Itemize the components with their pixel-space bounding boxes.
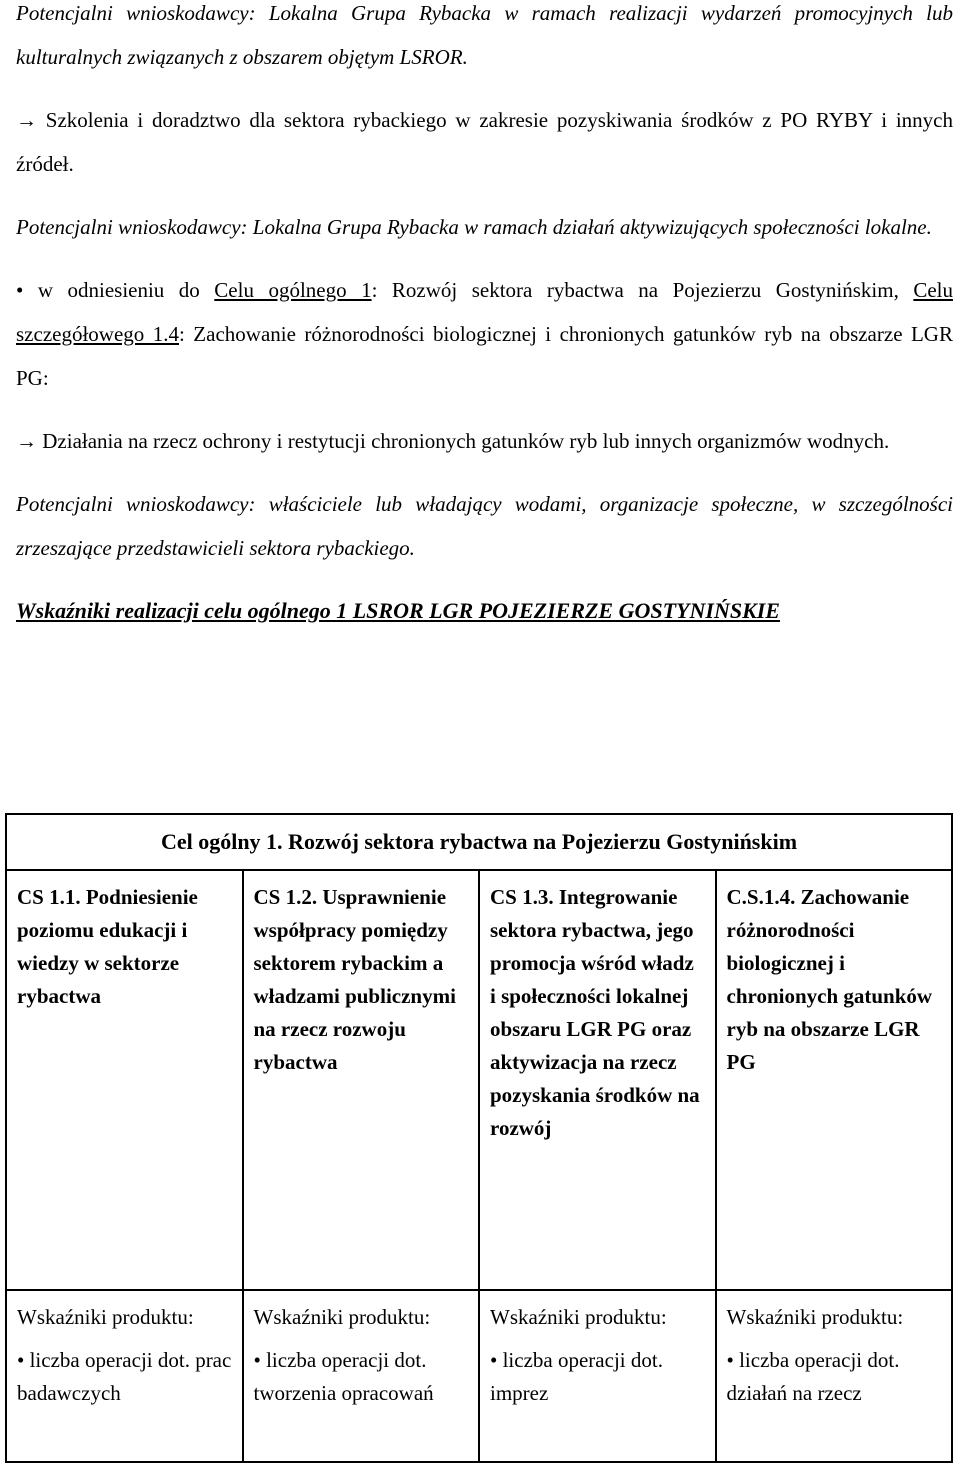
product-indicator-item: • liczba operacji dot. imprez [490, 1348, 663, 1405]
paragraph-training: → Szkolenia i doradztwo dla sektora rybackiego w zakresie pozyskiwania środków z PO RYBY i innych źródeł. [16, 108, 953, 176]
paragraph-protection-actions: → Działania na rzecz ochrony i restytucji chronionych gatunków ryb lub innych organizmów wodnych. [16, 429, 890, 453]
product-indicators-3 [479, 1290, 716, 1462]
objective-cs-1-1: CS 1.1. Podniesienie poziomu edukacji i wiedzy w sektorze rybactwa [6, 870, 243, 1290]
product-indicator-item: • liczba operacji dot. działań na rzecz [726, 1348, 900, 1405]
specific-goal-link[interactable]: Celu szczegółowego 1.4 [16, 278, 953, 346]
paragraph-applicants-promo: Potencjalni wnioskodawcy: Lokalna Grupa Rybacka w ramach realizacji wydarzeń promocyjnych lub kulturalnych związanych z obszarem objętym LSROR. [16, 1, 953, 69]
objective-cs-1-3: CS 1.3. Integrowanie sektora rybactwa, jego promocja wśród władz i społeczności lokalnej obszaru LGR PG oraz aktywizacja na rzecz pozyskania środków na rozwój [479, 870, 716, 1290]
goal-reference-mid: : Rozwój sektora rybactwa na Pojezierzu Gostynińskim, [371, 278, 914, 302]
indicators-table [5, 813, 953, 1463]
paragraph-goal-reference [16, 268, 953, 400]
product-indicators-1 [6, 1290, 243, 1462]
objective-cs-1-4: C.S.1.4. Zachowanie różnorodności biologicznej i chronionych gatunków ryb na obszarze LGR PG [716, 870, 953, 1290]
goal-reference-suffix: : Zachowanie różnorodności biologicznej i chronionych gatunków ryb na obszarze LGR PG: [16, 322, 953, 390]
product-indicators-label: Wskaźniki produktu: [490, 1305, 667, 1329]
goal-reference-prefix: • w odniesieniu do [16, 278, 215, 302]
paragraph-applicants-activation: Potencjalni wnioskodawcy: Lokalna Grupa Rybacka w ramach działań aktywizujących społeczności lokalne. [16, 215, 932, 239]
general-goal-link[interactable]: Celu ogólnego 1 [214, 278, 372, 302]
product-indicators-4 [716, 1290, 953, 1462]
general-goal-header: Cel ogólny 1. Rozwój sektora rybactwa na Pojezierzu Gostynińskim [6, 814, 952, 870]
product-indicators-label: Wskaźniki produktu: [726, 1305, 904, 1329]
objective-cs-1-2: CS 1.2. Usprawnienie współpracy pomiędzy sektorem rybackim a władzami publicznymi na rzecz rozwoju rybactwa [243, 870, 480, 1290]
product-indicator-item: • liczba operacji dot. prac badawczych [17, 1348, 232, 1405]
indicators-heading: Wskaźniki realizacji celu ogólnego 1 LSROR LGR POJEZIERZE GOSTYNIŃSKIE [16, 598, 780, 623]
product-indicator-item: • liczba operacji dot. tworzenia opracowań [253, 1348, 434, 1405]
document-body [16, 0, 953, 633]
product-indicators-2 [243, 1290, 480, 1462]
product-indicators-label: Wskaźniki produktu: [17, 1305, 194, 1329]
paragraph-applicants-owners: Potencjalni wnioskodawcy: właściciele lub władający wodami, organizacje społeczne, w szczególności zrzeszające przedstawicieli sektora rybackiego. [16, 492, 953, 560]
product-indicators-label: Wskaźniki produktu: [253, 1305, 431, 1329]
